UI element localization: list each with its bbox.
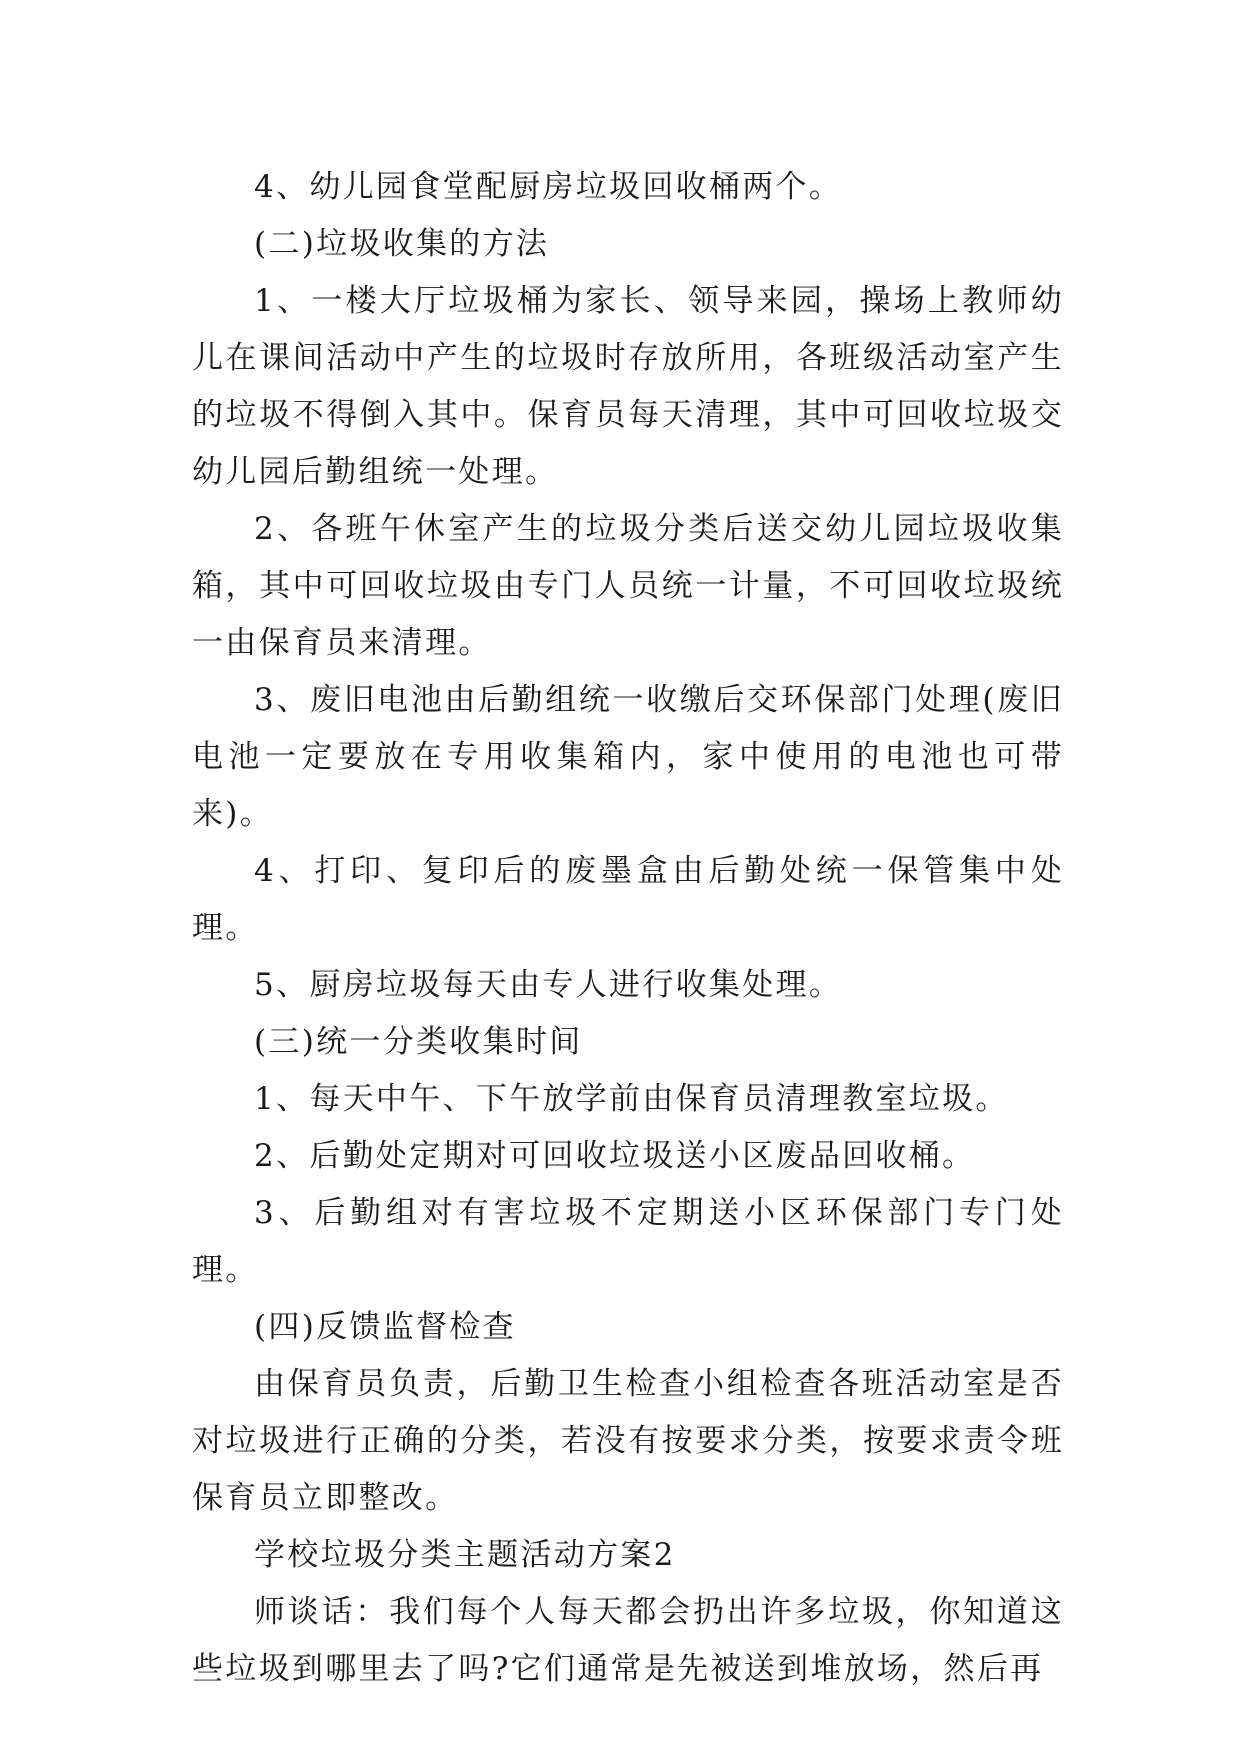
paragraph-hazardous-waste: 3、后勤组对有害垃圾不定期送小区环保部门专门处理。 [192, 1195, 1064, 1288]
paragraph-ink-cartridges: 4、打印、复印后的废墨盒由后勤处统一保管集中处理。 [192, 853, 1064, 946]
paragraph-nap-room-waste: 2、各班午休室产生的垃圾分类后送交幼儿园垃圾收集箱，其中可回收垃圾由专门人员统一计量，不可回收垃圾统一由保育员来清理。 [192, 511, 1064, 661]
paragraph-kitchen-waste: 5、厨房垃圾每天由专人进行收集处理。 [254, 967, 843, 1003]
paragraph-used-batteries: 3、废旧电池由后勤组统一收缴后交环保部门处理(废旧电池一定要放在专用收集箱内，家中使用的电池也可带来)。 [192, 682, 1064, 832]
heading-feedback-supervision: (四)反馈监督检查 [254, 1309, 516, 1345]
paragraph-lobby-bins: 1、一楼大厅垃圾桶为家长、领导来园，操场上教师幼儿在课间活动中产生的垃圾时存放所用，各班级活动室产生的垃圾不得倒入其中。保育员每天清理，其中可回收垃圾交幼儿园后勤组统一处理。 [192, 283, 1064, 490]
document-body [192, 159, 1064, 1698]
section-title-plan-2: 学校垃圾分类主题活动方案2 [254, 1537, 676, 1573]
paragraph-kitchen-bins: 4、幼儿园食堂配厨房垃圾回收桶两个。 [254, 169, 843, 205]
paragraph-daily-cleaning: 1、每天中午、下午放学前由保育员清理教室垃圾。 [254, 1081, 1009, 1117]
paragraph-inspection: 由保育员负责，后勤卫生检查小组检查各班活动室是否对垃圾进行正确的分类，若没有按要求分类，按要求责令班保育员立即整改。 [192, 1366, 1064, 1516]
heading-collection-method: (二)垃圾收集的方法 [254, 226, 550, 262]
heading-collection-time: (三)统一分类收集时间 [254, 1024, 583, 1060]
paragraph-teacher-talk: 师谈话：我们每个人每天都会扔出许多垃圾，你知道这些垃圾到哪里去了吗?它们通常是先被送到堆放场，然后再 [192, 1594, 1064, 1687]
paragraph-recyclables: 2、后勤处定期对可回收垃圾送小区废品回收桶。 [254, 1138, 976, 1174]
